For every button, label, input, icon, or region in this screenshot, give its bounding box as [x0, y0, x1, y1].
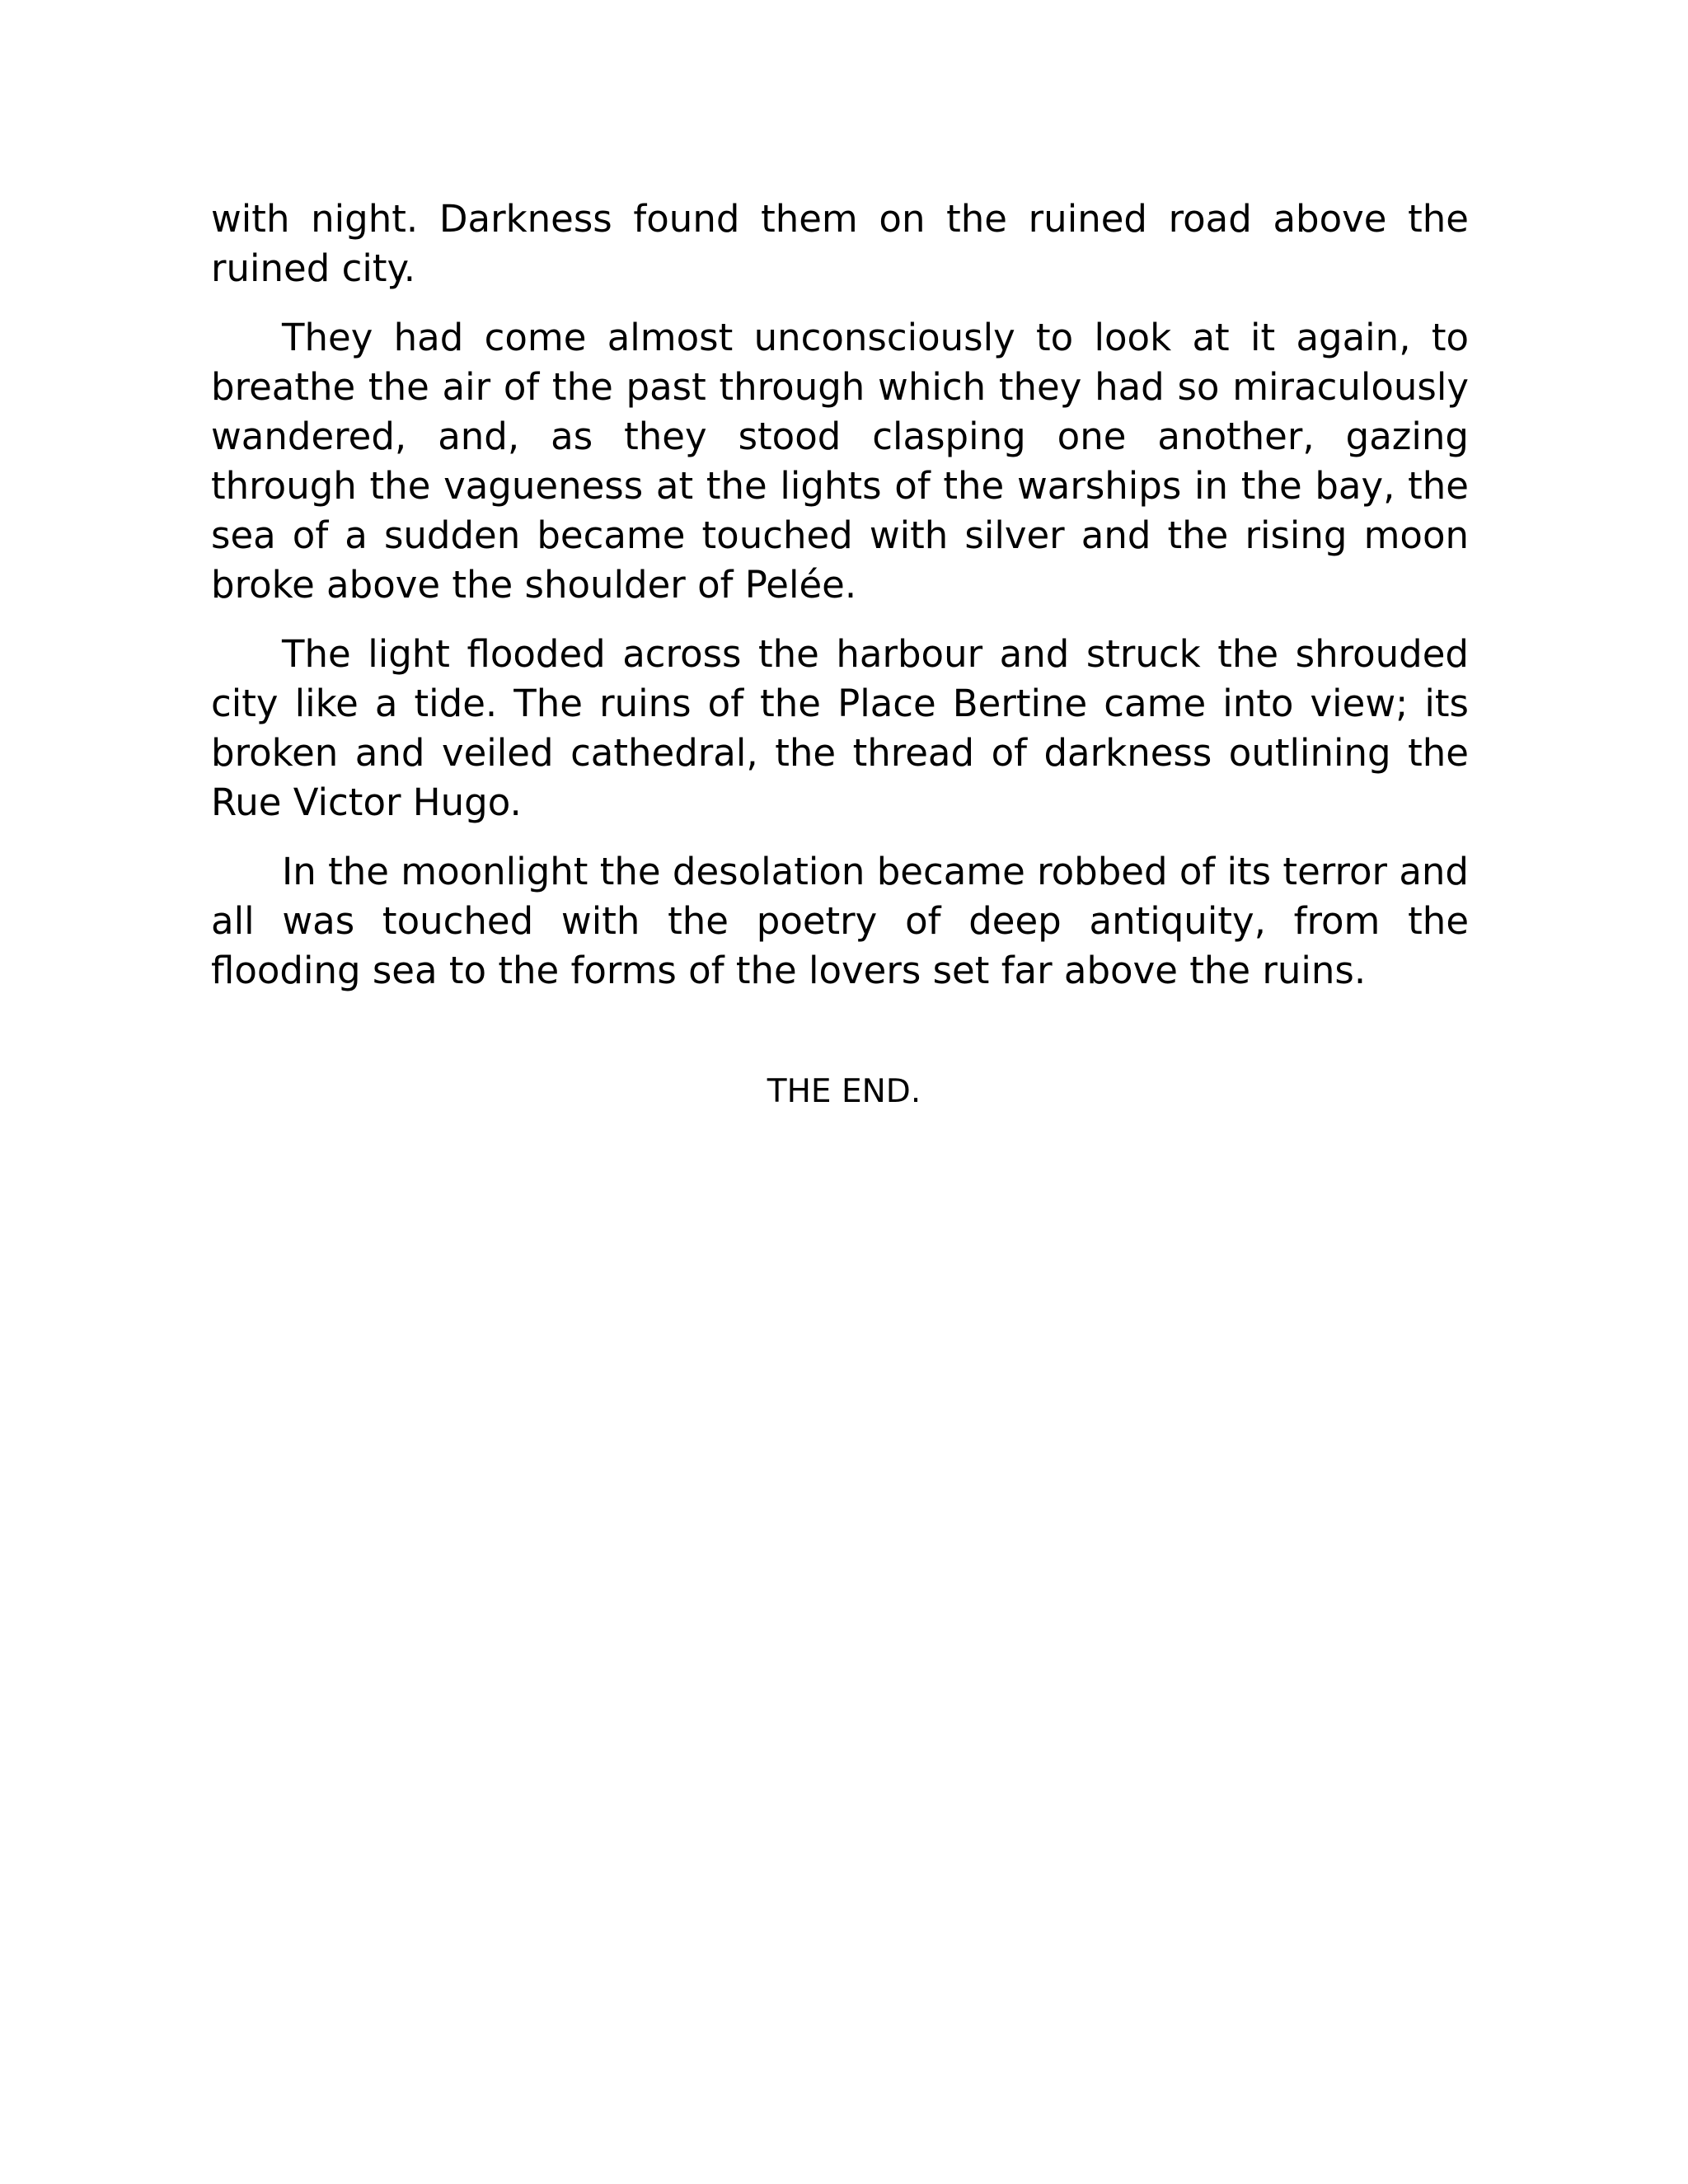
the-end-label: THE END.	[767, 1073, 921, 1110]
paragraph-continuation: with night. Darkness found them on the ruined road above the ruined city.	[211, 197, 1469, 290]
body-text	[211, 194, 1469, 1015]
paragraph-light-flooded: The light flooded across the harbour and struck the shrouded city like a tide. The ruins of the Place Bertine came into view; its broken and veiled cathedral, the thread of darkness outlining the Rue Victor Hugo.	[211, 632, 1469, 824]
paragraph-clasping: They had come almost unconsciously to look at it again, to breathe the air of the past through which they had so miraculously wandered, and, as they stood clasping one another, gazing through the vagueness at the lights of the warships in the bay, the sea of a sudden became touched with silver and the rising moon broke above the shoulder of Pelée.	[211, 316, 1469, 607]
paragraph-moonlight: In the moonlight the desolation became robbed of its terror and all was touched with the poetry of deep antiquity, from the flooding sea to the forms of the lovers set far above the ruins.	[211, 850, 1469, 992]
